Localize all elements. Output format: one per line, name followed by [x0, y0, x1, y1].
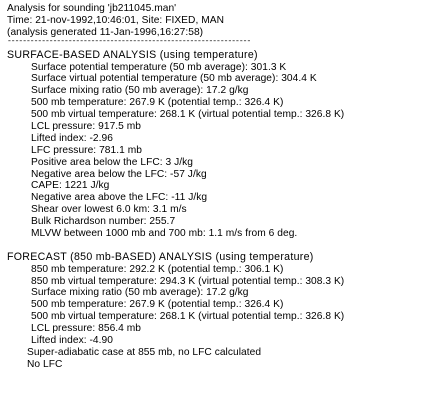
sounding-analysis-document — [7, 3, 443, 371]
forecast-section-title: FORECAST (850 mb-BASED) ANALYSIS (using temperature) — [7, 250, 314, 263]
surface-line: Positive area below the LFC: 3 J/kg — [31, 156, 193, 168]
surface-line: Shear over lowest 6.0 km: 3.1 m/s — [31, 204, 187, 216]
surface-section-title: SURFACE-BASED ANALYSIS (using temperature) — [7, 48, 258, 61]
analysis-title: Analysis for sounding 'jb211045.man' — [7, 3, 177, 14]
surface-line: Bulk Richardson number: 255.7 — [31, 216, 176, 228]
forecast-line: LCL pressure: 856.4 mb — [31, 323, 142, 335]
surface-line: Surface potential temperature (50 mb average): 301.3 K — [31, 61, 287, 73]
forecast-line: Lifted index: -4.90 — [31, 335, 113, 347]
surface-section — [7, 62, 443, 240]
forecast-section — [7, 264, 443, 371]
forecast-note: Super-adiabatic case at 855 mb, no LFC calculated — [27, 346, 262, 358]
surface-line: LCL pressure: 917.5 mb — [31, 121, 142, 133]
surface-line: Negative area above the LFC: -11 J/kg — [31, 192, 208, 204]
forecast-line: Surface mixing ratio (50 mb average): 17.2 g/kg — [31, 287, 249, 299]
time-site-line: Time: 21-nov-1992,10:46:01, Site: FIXED, MAN — [7, 14, 224, 26]
surface-line: Lifted index: -2.96 — [31, 132, 113, 144]
surface-line: CAPE: 1221 J/kg — [31, 180, 110, 192]
surface-line: 500 mb temperature: 267.9 K (potential temp.: 326.4 K) — [31, 97, 284, 109]
surface-line: Negative area below the LFC: -57 J/kg — [31, 168, 207, 180]
surface-line: Surface mixing ratio (50 mb average): 17.2 g/kg — [31, 85, 249, 97]
generated-line: (analysis generated 11-Jan-1996,16:27:58) — [7, 26, 204, 38]
forecast-line: 500 mb virtual temperature: 268.1 K (virtual potential temp.: 326.8 K) — [31, 311, 345, 323]
surface-line: Surface virtual potential temperature (50 mb average): 304.4 K — [31, 73, 317, 85]
separator-line: ---------------------------------------------------------------- — [7, 38, 251, 45]
surface-line: LFC pressure: 781.1 mb — [31, 144, 142, 156]
forecast-line: 850 mb temperature: 292.2 K (potential temp.: 306.1 K) — [31, 263, 284, 275]
forecast-note: No LFC — [27, 358, 63, 370]
surface-line: MLVW between 1000 mb and 700 mb: 1.1 m/s from 6 deg. — [31, 228, 298, 240]
forecast-line: 500 mb temperature: 267.9 K (potential temp.: 326.4 K) — [31, 299, 284, 311]
forecast-line: 850 mb virtual temperature: 294.3 K (virtual potential temp.: 308.3 K) — [31, 275, 345, 287]
surface-line: 500 mb virtual temperature: 268.1 K (virtual potential temp.: 326.8 K) — [31, 109, 345, 121]
